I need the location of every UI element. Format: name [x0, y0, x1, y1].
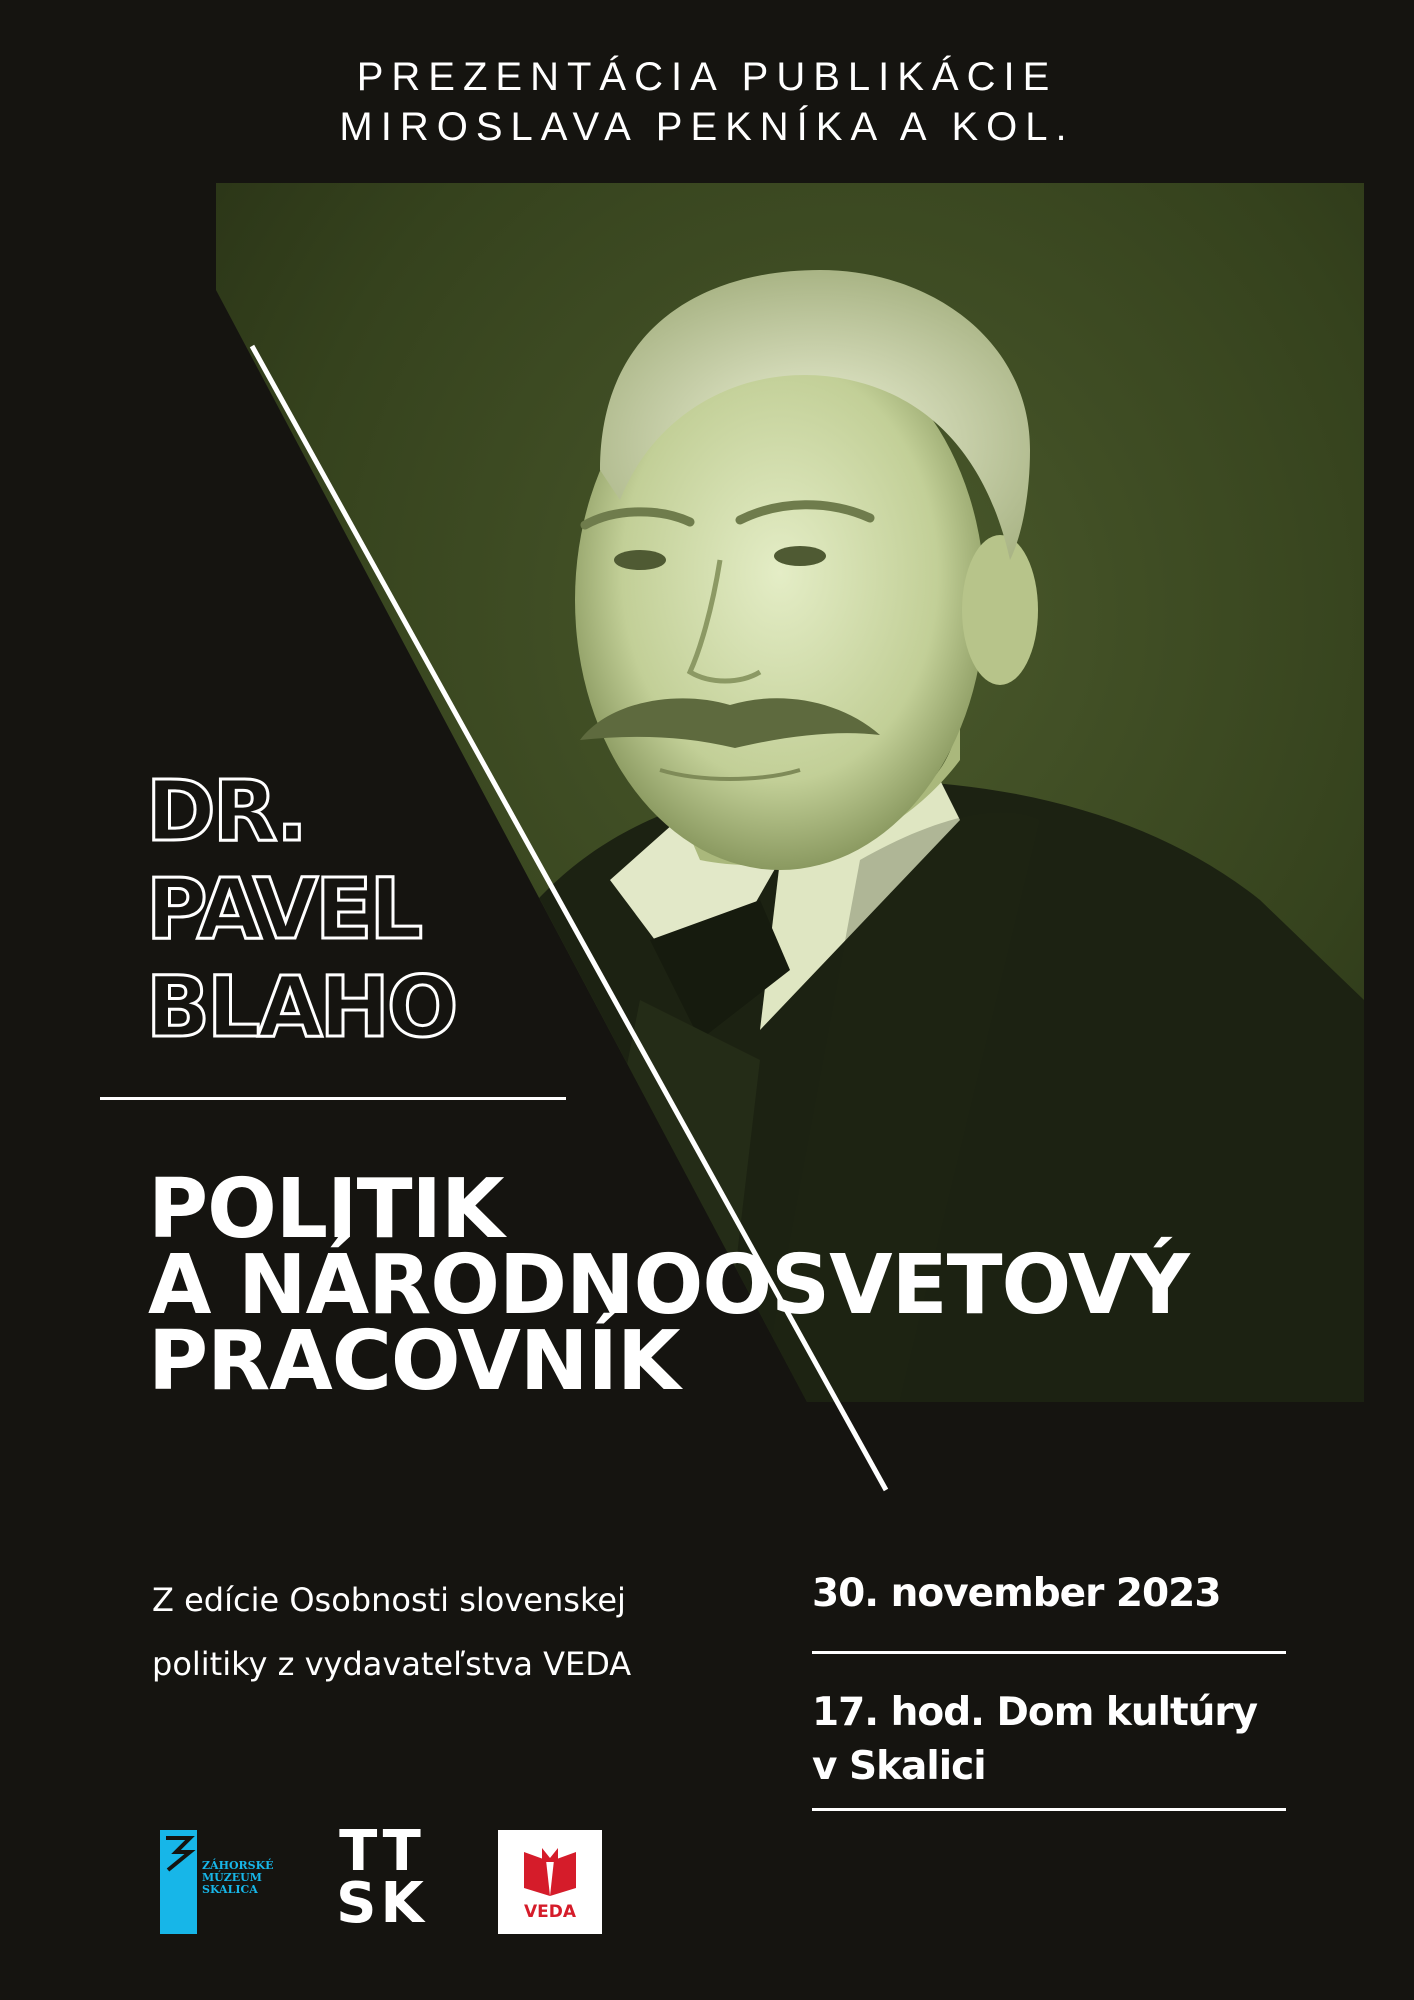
venue-divider: [812, 1808, 1286, 1811]
header-line-2: MIROSLAVA PEKNÍKA A KOL.: [339, 105, 1075, 149]
edition-text: [152, 1568, 772, 1696]
subtitle-line-3: PRACOVNÍK: [148, 1314, 680, 1409]
divider-line: [100, 1097, 566, 1100]
subtitle-line-2: A NÁRODNOOSVETOVÝ: [148, 1238, 1189, 1333]
header-line-1: PREZENTÁCIA PUBLIKÁCIE: [356, 55, 1058, 99]
subtitle: [148, 1162, 1189, 1409]
name-line-3: BLAHO: [146, 958, 456, 1056]
name-line-2: PAVEL: [146, 860, 421, 958]
date-divider: [812, 1651, 1286, 1654]
venue-line-2: v Skalici: [812, 1744, 986, 1789]
ttsk-line-1: TT: [339, 1819, 425, 1884]
veda-label: VEDA: [523, 1902, 577, 1922]
edition-line-2: politiky z vydavateľstva VEDA: [152, 1645, 632, 1683]
veda-book-logo: [498, 1830, 602, 1934]
zm-logo-text: [202, 1860, 274, 1896]
venue-line-1: 17. hod. Dom kultúry: [812, 1690, 1258, 1735]
event-venue: [812, 1686, 1257, 1794]
zm-line-3: SKALICA: [202, 1883, 258, 1896]
subtitle-line-1: POLITIK: [148, 1162, 504, 1257]
veda-book-icon: [520, 1846, 580, 1900]
ttsk-logo: [330, 1819, 434, 1936]
event-date: 30. november 2023: [812, 1571, 1221, 1616]
name-line-1: DR.: [146, 762, 305, 860]
person-name: [146, 762, 455, 1056]
edition-line-1: Z edície Osobnosti slovenskej: [152, 1581, 626, 1619]
zm-logo-mark-icon: [162, 1834, 196, 1874]
zm-line-1: ZÁHORSKÉ: [202, 1859, 274, 1872]
zm-line-2: MÚZEUM: [202, 1871, 262, 1884]
ttsk-line-2: SK: [336, 1871, 428, 1936]
zahorske-muzeum-logo: [158, 1828, 278, 1936]
